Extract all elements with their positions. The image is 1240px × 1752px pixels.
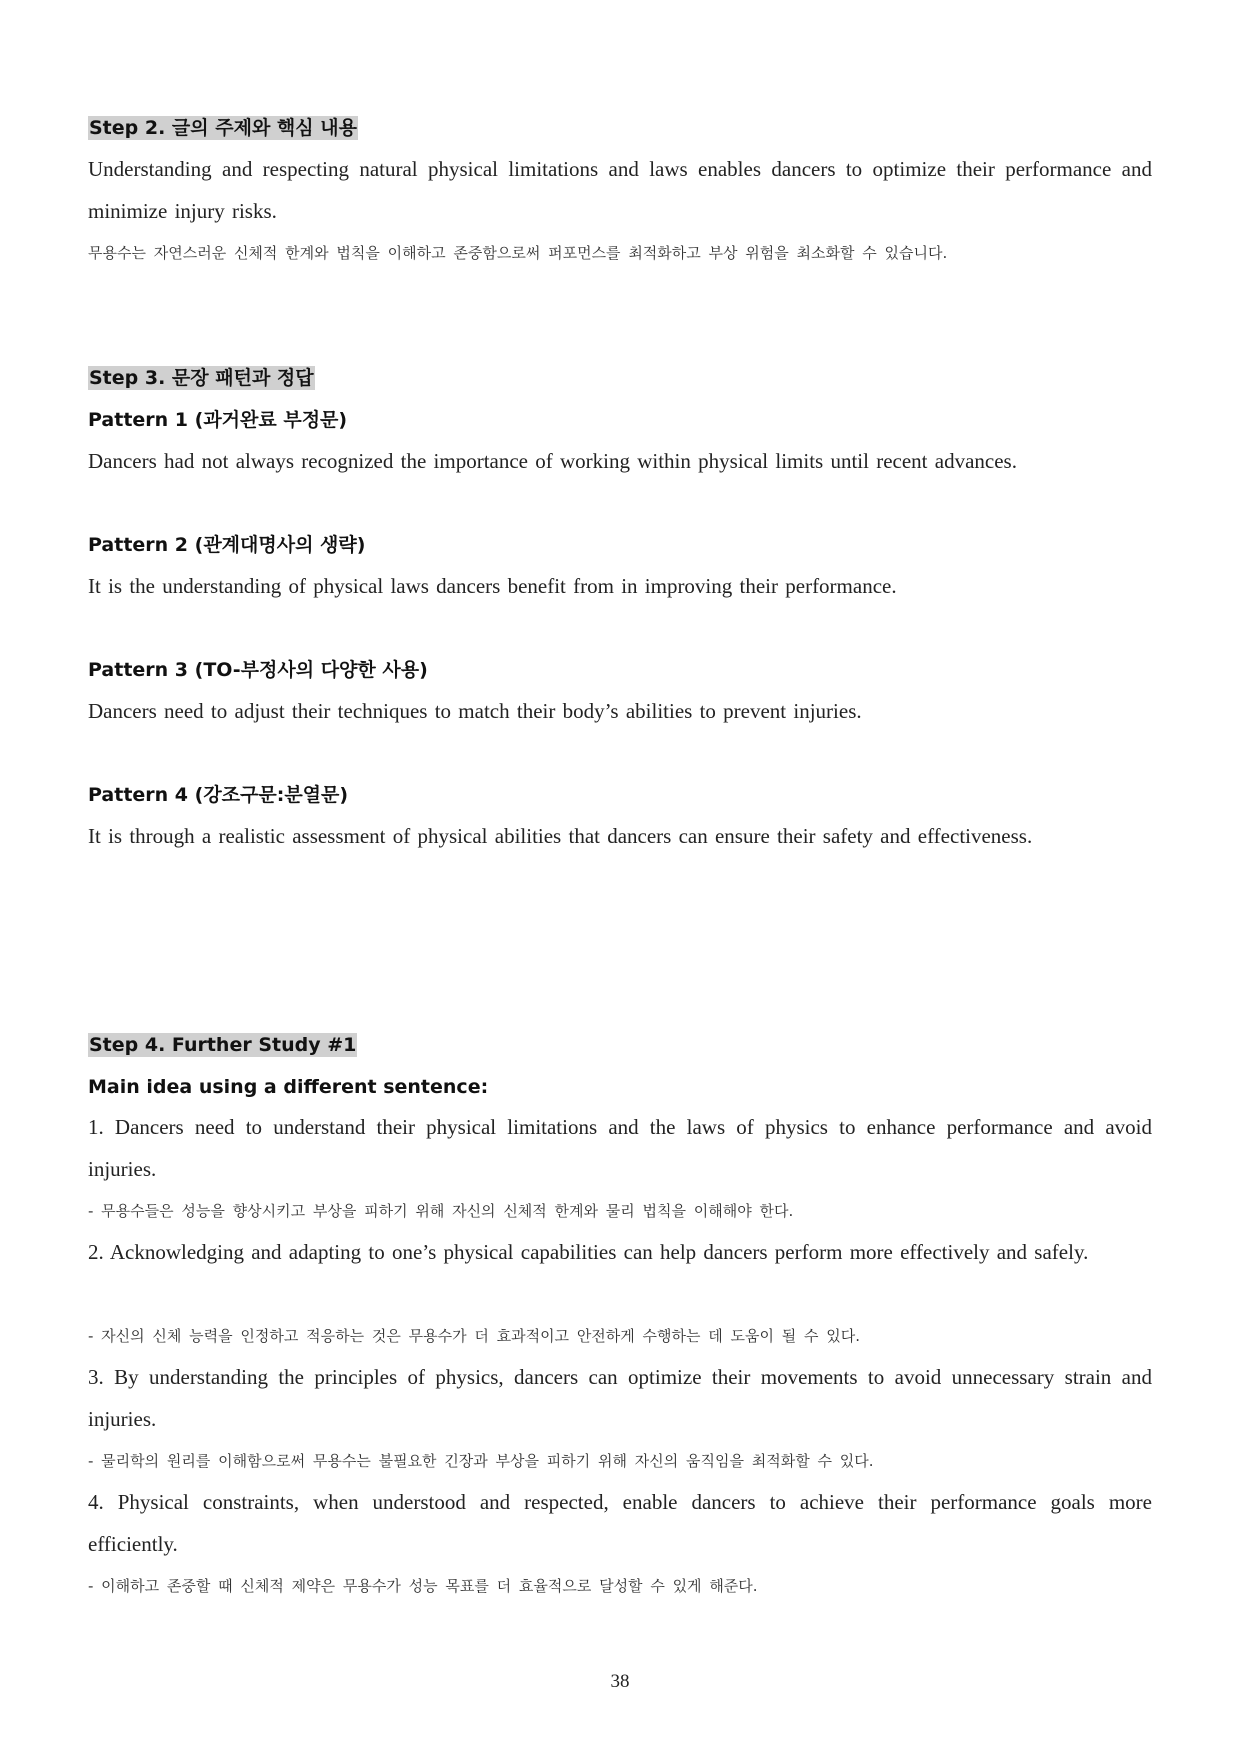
step3-heading: Step 3. 문장 패턴과 정답	[89, 367, 314, 389]
step2-english-text: Understanding and respecting natural physical limitations and laws enables dancers to optimize their performance and minimize injury risks.	[88, 157, 1152, 223]
further-study-item-4-korean: - 이해하고 존중할 때 신체적 제약은 무용수가 성능 목표를 더 효율적으로 달성할 수 있게 해준다.	[88, 1577, 758, 1595]
step2-heading: Step 2. 글의 주제와 핵심 내용	[89, 117, 357, 139]
page-number: 38	[610, 1671, 630, 1692]
step2-korean-text: 무용수는 자연스러운 신체적 한계와 법칙을 이해하고 존중함으로써 퍼포먼스를 최적화하고 부상 위험을 최소화할 수 있습니다.	[88, 244, 948, 262]
pattern-1-label: Pattern 1 (과거완료 부정문)	[88, 409, 348, 431]
further-study-item-1-english: 1. Dancers need to understand their physical limitations and the laws of physics to enhance performance and avoid injuries.	[88, 1115, 1152, 1181]
pattern-4-sentence: It is through a realistic assessment of physical abilities that dancers can ensure their safety and effectiveness.	[88, 824, 1033, 848]
further-study-item-2-english: 2. Acknowledging and adapting to one’s physical capabilities can help dancers perform more effectively and safely.	[88, 1240, 1089, 1264]
pattern-2-sentence: It is the understanding of physical laws dancers benefit from in improving their performance.	[88, 574, 897, 598]
further-study-item-4-english: 4. Physical constraints, when understood and respected, enable dancers to achieve their performance goals more efficiently.	[88, 1490, 1152, 1556]
pattern-2-label: Pattern 2 (관계대명사의 생략)	[88, 534, 366, 556]
further-study-item-3-english: 3. By understanding the principles of physics, dancers can optimize their movements to avoid unnecessary strain and injuries.	[88, 1365, 1152, 1431]
pattern-4-label: Pattern 4 (강조구문:분열문)	[88, 784, 349, 806]
step4-subheading: Main idea using a different sentence:	[88, 1076, 489, 1098]
further-study-item-2-korean: - 자신의 신체 능력을 인정하고 적응하는 것은 무용수가 더 효과적이고 안전하게 수행하는 데 도움이 될 수 있다.	[88, 1327, 861, 1345]
pattern-3-sentence: Dancers need to adjust their techniques to match their body’s abilities to prevent injuries.	[88, 699, 862, 723]
further-study-item-3-korean: - 물리학의 원리를 이해함으로써 무용수는 불필요한 긴장과 부상을 피하기 위해 자신의 움직임을 최적화할 수 있다.	[88, 1452, 874, 1470]
document-page	[88, 0, 1152, 1752]
further-study-item-1-korean: - 무용수들은 성능을 향상시키고 부상을 피하기 위해 자신의 신체적 한계와 물리 법칙을 이해해야 한다.	[88, 1202, 794, 1220]
step4-heading: Step 4. Further Study #1	[89, 1034, 357, 1056]
pattern-3-label: Pattern 3 (TO-부정사의 다양한 사용)	[88, 659, 428, 681]
pattern-1-sentence: Dancers had not always recognized the importance of working within physical limits until recent advances.	[88, 449, 1017, 473]
